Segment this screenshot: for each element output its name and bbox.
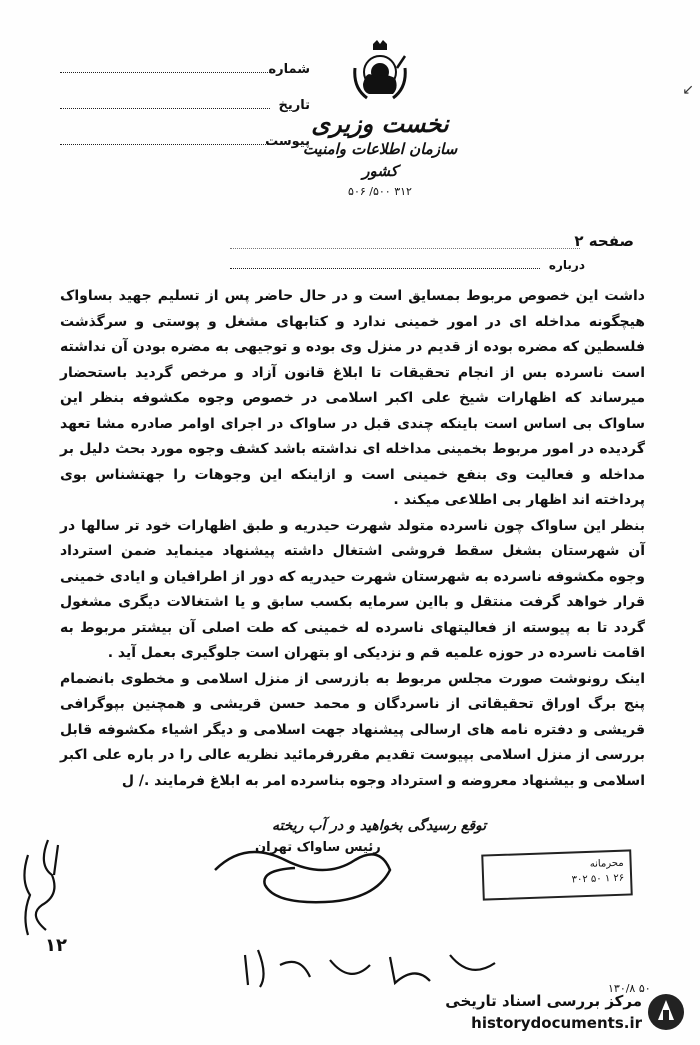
separator-line <box>230 248 580 249</box>
stamp-line-2: ۲۶ ۱ ۵۰ ۳۰۲ <box>571 872 625 886</box>
lion-and-sun-emblem-icon <box>345 38 415 108</box>
handwritten-note: توقع رسیدگی بخواهید و در آب ریخته <box>272 818 487 834</box>
margin-number: ۱۲ <box>45 935 67 956</box>
org-subtitle: سازمان اطلاعات وامنیت کشور <box>302 140 458 180</box>
archive-logo-icon <box>646 992 686 1032</box>
attachment-label: پیوست <box>265 134 310 149</box>
attachment-field <box>60 130 310 166</box>
subject-line <box>230 268 540 269</box>
corner-mark: ↙ <box>682 82 694 98</box>
bottom-handwriting-icon <box>240 935 510 995</box>
stamp-line-1: محرمانه <box>589 857 624 870</box>
subject-field <box>230 258 585 278</box>
date-field <box>60 94 310 130</box>
registry-stamp <box>481 849 633 900</box>
org-number: ۳۱۲ ۵۰۰/ ۵۰۶ <box>348 185 412 198</box>
header-fields <box>60 58 310 166</box>
page-number: صفحه ۲ <box>574 232 634 250</box>
attachment-line <box>60 144 270 145</box>
body-paragraph: بنظر این ساواک چون ناسرده متولد شهرت حیدریه و طبق اظهارات خود تر سالها در آن شهرستان بشغل سقط فروشی اشتغال داشته پیشنهاد مینماید ضمن استرداد وجوه مکشوفه ناسرده به شهرستان شهرت حیدریه که دور از اطرافیان و ایادی خمینی قرار خواهد گرفت منتقل و بااین سرمایه بکسب سابق و یا اشتغالات دیگری مشغول گردد تا به پیوسته از فعالیتهای ناسرده له خمینی که طت اصلی آن بیشتر مربوط به اقامت ناسرده در حوزه علمیه قم و نزدیکی او بتهران است جلوگیری بعمل آید . <box>60 517 645 661</box>
number-field <box>60 58 310 94</box>
org-title: نخست وزیری <box>311 109 449 138</box>
watermark-url: historydocuments.ir <box>471 1014 642 1032</box>
signature-title: رئیس ساواک تهران <box>255 840 381 855</box>
organization-heading <box>300 110 460 202</box>
subject-label: درباره <box>548 258 585 272</box>
watermark <box>400 990 690 1040</box>
number-label: شماره <box>268 62 310 77</box>
body-paragraph: اینک رونوشت صورت مجلس مربوط به بازرسی از منزل اسلامی و مخطوی بانضمام پنج برگ اوراق تحقیقاتی از ناسردگان و محمد حسن قریشی و همچنین بپوگرافی قریشی و دفتره نامه های ارسالی پیشنهاد جهت اسلامی و دیگر اشیاء مکشوفه قابل بررسی از منزل اسلامی بپیوست تقدیم مقررفرمائید نظریه عالی را در باره علی اکبر اسلامی و بیشنهاد معروضه و استرداد وجوه بناسرده امر به ابلاغ فرمایند ./ ل <box>60 670 645 789</box>
number-line <box>60 72 270 73</box>
watermark-name: مرکز بررسی اسناد تاریخی <box>445 992 642 1010</box>
date-line <box>60 108 270 109</box>
body-paragraph: داشت این خصوص مربوط بمسایق است و در حال حاضر پس از تسلیم جهید بساواک هیچگونه مداخله ای در امور خمینی ندارد و کتابهای مشغل و پوستی و سرگذشت فلسطین که مضره بوده از قدیم در منزل وی بوده و توجیهی به مضره بودن آن نداشته است ناسرده بس از انجام تحقیقات تا ابلاغ قانون آزاد و مرخص گردید باستحضار میرساند که اظهارات شیخ علی اکبر اسلامی در خصوص وجوه مکشوفه بنظر این ساواک بی اساس است باینکه چندی قبل در ساواک در اجرای اوامر صادره مشا تعهد گردیده در امور مربوط بخمینی مداخله ای نداشته باشد کشف وجوه مورد بحث دلیل بر مداخله و فعالیت وی بنفع خمینی است و ازاینکه این وجوهات را جهتشناس بوی پرداخته اند اظهار بی اطلاعی میکند . <box>60 288 645 508</box>
date-label: تاریخ <box>278 98 310 113</box>
bottom-number: ۱۳۰/۸ ۵۰ <box>608 982 651 995</box>
letter-body <box>60 284 645 794</box>
